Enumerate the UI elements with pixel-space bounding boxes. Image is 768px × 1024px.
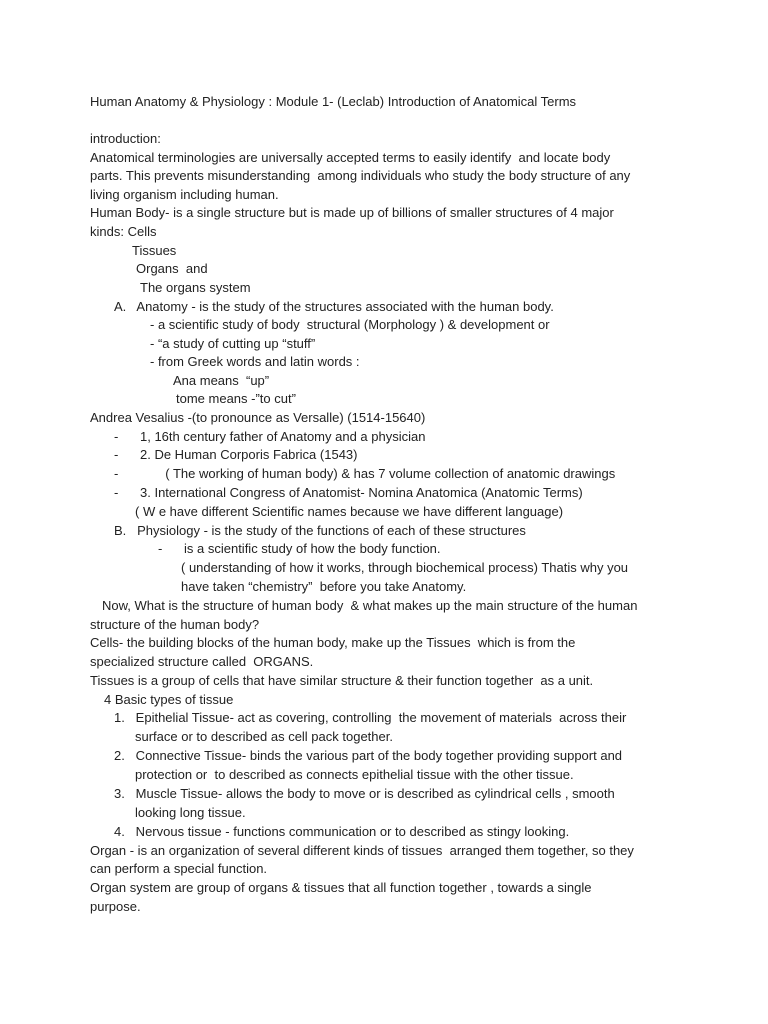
text-line: The organs system [140,280,251,295]
text-line: living organism including human. [90,187,279,202]
text-line: ( understanding of how it works, through biochemical process) Thatis why you [181,560,629,575]
list-item: - 1, 16th century father of Anatomy and a physician [114,429,426,444]
list-item: A. Anatomy - is the study of the structures associated with the human body. [114,299,554,314]
text-line: Tissues is a group of cells that have similar structure & their function together as a unit. [90,673,594,688]
list-item: - is a scientific study of how the body function. [158,541,441,556]
text-line: ( W e have different Scientific names because we have different language) [135,504,564,519]
list-item: 3. Muscle Tissue- allows the body to move or is described as cylindrical cells , smooth [114,786,615,801]
text-line: - “a study of cutting up “stuff” [150,336,316,351]
text-line: Andrea Vesalius -(to pronounce as Versalle) (1514-15640) [90,410,426,425]
text-line: Human Body- is a single structure but is made up of billions of smaller structures of 4 major [90,205,614,220]
list-item: - 3. International Congress of Anatomist- Nomina Anatomica (Anatomic Terms) [114,485,583,500]
text-line: kinds: Cells [90,224,157,239]
text-line: surface or to described as cell pack together. [135,729,393,744]
text-line: tome means -”to cut” [176,391,296,406]
list-item: 4. Nervous tissue - functions communication or to described as stingy looking. [114,824,570,839]
text-line: Anatomical terminologies are universally accepted terms to easily identify and locate body [90,150,611,165]
text-line: Ana means “up” [173,373,270,388]
text-line: purpose. [90,899,141,914]
text-line: introduction: [90,131,161,146]
list-item: - ( The working of human body) & has 7 volume collection of anatomic drawings [114,466,616,481]
text-line: 4 Basic types of tissue [104,692,234,707]
text-line: protection or to described as connects epithelial tissue with the other tissue. [135,767,574,782]
text-line: Tissues [132,243,177,258]
text-line: specialized structure called ORGANS. [90,654,314,669]
list-item: B. Physiology - is the study of the functions of each of these structures [114,523,526,538]
text-line: Organs and [136,261,208,276]
list-item: - 2. De Human Corporis Fabrica (1543) [114,447,358,462]
text-line: Organ - is an organization of several different kinds of tissues arranged them together, so they [90,843,634,858]
text-line: Now, What is the structure of human body & what makes up the main structure of the human [102,598,638,613]
list-item: 2. Connective Tissue- binds the various part of the body together providing support and [114,748,623,763]
text-line: parts. This prevents misunderstanding among individuals who study the body structure of any [90,168,631,183]
document-title: Human Anatomy & Physiology : Module 1- (Leclab) Introduction of Anatomical Terms [90,94,577,109]
text-line: - a scientific study of body structural (Morphology ) & development or [150,317,550,332]
text-line: looking long tissue. [135,805,246,820]
text-line: - from Greek words and latin words : [150,354,360,369]
text-line: have taken “chemistry” before you take Anatomy. [181,579,467,594]
text-line: structure of the human body? [90,617,260,632]
text-line: Cells- the building blocks of the human body, make up the Tissues which is from the [90,635,576,650]
list-item: 1. Epithelial Tissue- act as covering, controlling the movement of materials across their [114,710,627,725]
text-line: can perform a special function. [90,861,268,876]
text-line: Organ system are group of organs & tissues that all function together , towards a single [90,880,592,895]
